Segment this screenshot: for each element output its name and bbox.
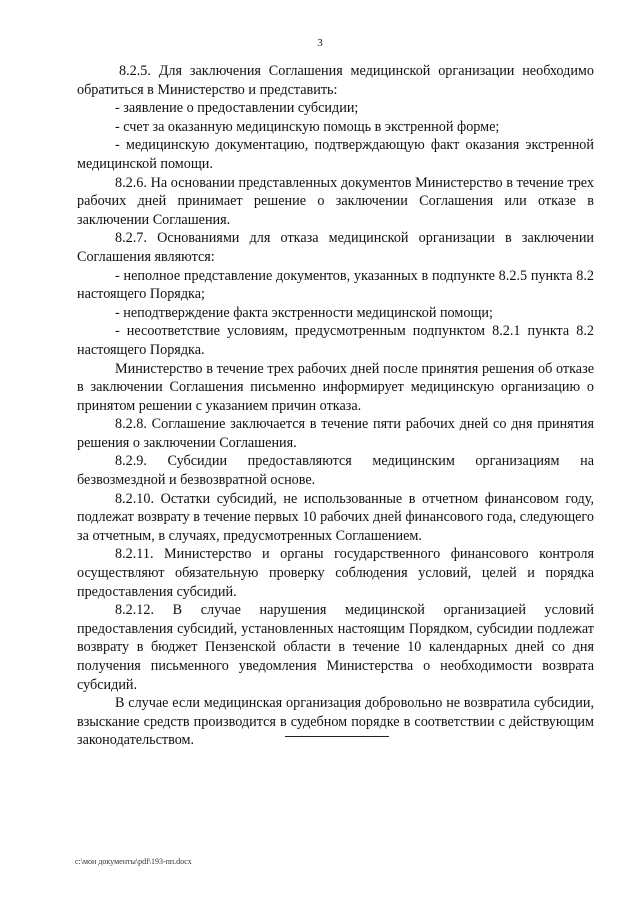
paragraph: - медицинскую документацию, подтверждающую факт оказания экстренной медицинской помощи.: [77, 137, 594, 172]
paragraph: 8.2.10. Остатки субсидий, не использованные в отчетном финансовом году, подлежат возврату в течение первых 10 рабочих дней финансового года, следующего за отчетным, в случаях, предусмотренных Соглашением.: [77, 490, 594, 544]
document-body: [77, 62, 594, 750]
closing-divider: [285, 736, 389, 737]
paragraph: 8.2.6. На основании представленных документов Министерство в течение трех рабочих дней принимает решение о заключении Соглашения или отказе в заключении Соглашения.: [77, 174, 594, 228]
paragraph: - счет за оказанную медицинскую помощь в экстренной форме;: [115, 118, 500, 135]
paragraph: 8.2.7. Основаниями для отказа медицинской организации в заключении Соглашения являются:: [77, 230, 594, 265]
paragraph: 8.2.5. Для заключения Соглашения медицинской организации необходимо обратиться в Министерство и представить:: [77, 63, 594, 98]
paragraph: 8.2.11. Министерство и органы государственного финансового контроля осуществляют обязательную проверку соблюдения условий, целей и порядка предоставления субсидий.: [77, 546, 594, 600]
paragraph: 8.2.8. Соглашение заключается в течение пяти рабочих дней со дня принятия решения о заключении Соглашения.: [77, 416, 594, 451]
paragraph: - неподтверждение факта экстренности медицинской помощи;: [115, 304, 493, 321]
paragraph: 8.2.9. Субсидии предоставляются медицинским организациям на безвозмездной и безвозвратной основе.: [77, 453, 594, 489]
paragraph: Министерство в течение трех рабочих дней после принятия решения об отказе в заключении Соглашения письменно информирует медицинскую организацию о принятом решении с указанием причин отказа.: [77, 360, 594, 414]
file-path-footer: c:\мои документы\pdf\193-пп.docx: [75, 857, 192, 866]
page-number: 3: [317, 37, 323, 49]
paragraph: - заявление о предоставлении субсидии;: [115, 100, 359, 117]
paragraph: 8.2.12. В случае нарушения медицинской организацией условий предоставления субсидий, установленных настоящим Порядком, субсидии подлежат возврату в бюджет Пензенской области в течение 10 календарных дней со дня получения письменного уведомления Министерства о необходимости возврата субсидий.: [77, 602, 594, 693]
paragraph: - неполное представление документов, указанных в подпункте 8.2.5 пункта 8.2 настоящего Порядка;: [77, 267, 594, 303]
paragraph: В случае если медицинская организация добровольно не возвратила субсидии, взыскание средств производится в судебном порядке в соответствии с действующим законодательством.: [77, 695, 594, 749]
paragraph: - несоответствие условиям, предусмотренным подпунктом 8.2.1 пункта 8.2 настоящего Порядка.: [77, 323, 594, 358]
